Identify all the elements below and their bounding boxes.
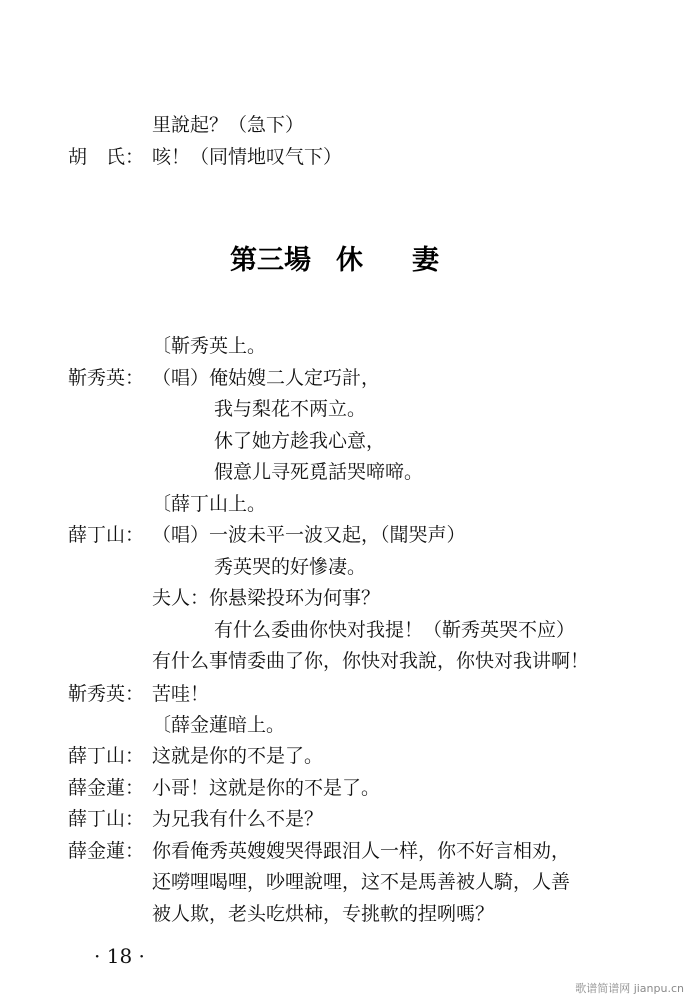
- stage-direction: 〔靳秀英上。: [152, 335, 267, 357]
- speaker-label: 靳秀英：: [68, 367, 145, 389]
- verse-line: 假意儿寻死覓話哭啼啼。: [214, 461, 424, 483]
- dialogue-line: 苦哇！: [152, 683, 210, 705]
- verse-line: 秀英哭的好慘凄。: [214, 556, 367, 578]
- dialogue-line: （唱）俺姑嫂二人定巧計，: [152, 367, 381, 389]
- dialogue-line: 被人欺，老头吃烘柿，专挑軟的捏咧嗎？: [152, 903, 495, 925]
- speaker-label: 薛丁山：: [68, 808, 145, 830]
- dialogue-line: 这就是你的不是了。: [152, 745, 324, 767]
- speaker-label: 胡 氏：: [68, 146, 145, 168]
- speaker-label: 薛丁山：: [68, 524, 145, 546]
- scene-title-word2: 妻: [412, 245, 439, 276]
- dialogue-line: 夫人：你悬梁投环为何事？: [152, 587, 381, 609]
- speaker-label: 薛金蓮：: [68, 777, 145, 799]
- verse-line: 我与梨花不两立。: [214, 398, 367, 420]
- dialogue-line: 你看俺秀英嫂嫂哭得跟泪人一样，你不好言相劝，: [152, 840, 571, 862]
- speaker-label: 薛金蓮：: [68, 840, 145, 862]
- speaker-label: 靳秀英：: [68, 683, 145, 705]
- dialogue-line: 为兄我有什么不是？: [152, 808, 324, 830]
- dialogue-line: 小哥！这就是你的不是了。: [152, 777, 381, 799]
- scene-title-number: 第三場: [230, 245, 311, 276]
- dialogue-line: 里說起？（急下）: [152, 114, 305, 136]
- scene-title-word1: 休: [336, 245, 363, 276]
- watermark: 歌谱简谱网 jianpu.cn: [575, 982, 684, 995]
- speaker-label: 薛丁山：: [68, 745, 145, 767]
- scene-title: [0, 238, 690, 278]
- dialogue-line: （唱）一波未平一波又起，（聞哭声）: [152, 524, 466, 546]
- dialogue-line: 咳！（同情地叹气下）: [152, 146, 343, 168]
- page-number: · 18 ·: [94, 944, 145, 968]
- stage-direction: 〔薛金蓮暗上。: [152, 714, 286, 736]
- dialogue-line: 还嘮哩喝哩，吵哩說哩，这不是馬善被人騎，人善: [152, 871, 571, 893]
- dialogue-line: 有什么事情委曲了你，你快对我說，你快对我讲啊！: [152, 650, 590, 672]
- stage-direction: 〔薛丁山上。: [152, 493, 267, 515]
- verse-line: 休了她方趁我心意，: [214, 430, 386, 452]
- verse-line: 有什么委曲你快对我提！（靳秀英哭不应）: [214, 619, 576, 641]
